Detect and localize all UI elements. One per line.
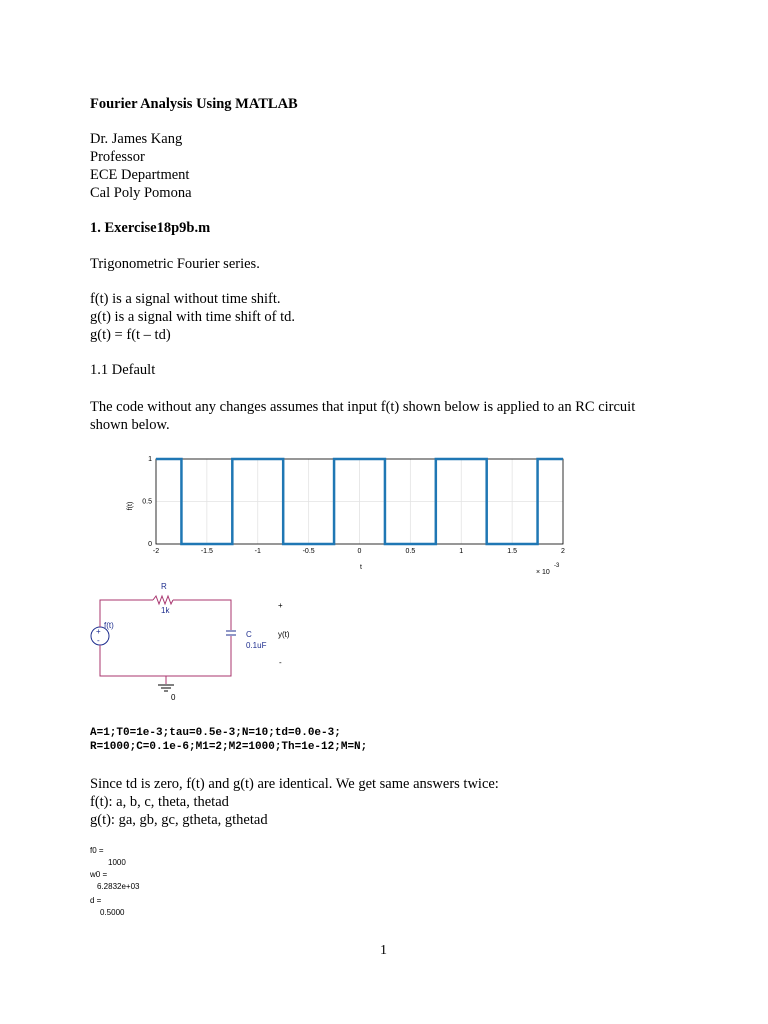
source-minus-sign: -	[97, 636, 100, 645]
x-tick-label: -1	[254, 548, 261, 555]
code-line-1: A=1;T0=1e-3;tau=0.5e-3;N=10;td=0.0e-3;	[90, 727, 341, 739]
x-multiplier-exponent: -3	[554, 563, 560, 569]
resistor-label: R	[161, 582, 167, 591]
output-minus-sign: -	[279, 658, 282, 667]
output-plus-sign: +	[278, 601, 283, 610]
y-tick-label: 1	[148, 456, 152, 463]
source-plus-sign: +	[96, 627, 101, 636]
paragraph-1-line-2: shown below.	[90, 417, 170, 433]
ground-node-label: 0	[171, 693, 176, 702]
output-d-value: 0.5000	[100, 908, 125, 917]
y-tick-label: 0.5	[142, 498, 152, 506]
output-label: y(t)	[278, 630, 290, 639]
x-tick-label: 0.5	[405, 548, 416, 555]
output-f0-label: f0 =	[90, 846, 104, 855]
wire-top-left	[100, 600, 153, 620]
x-tick-label: -2	[152, 548, 160, 555]
subsection-heading: 1.1 Default	[90, 362, 156, 378]
doc-title: Fourier Analysis Using MATLAB	[90, 96, 298, 112]
x-tick-label: 2	[561, 548, 565, 555]
x-tick-label: 1.5	[507, 548, 517, 555]
square-wave-chart	[127, 456, 565, 576]
author-name: Dr. James Kang	[90, 131, 183, 147]
output-w0-value: 6.2832e+03	[97, 882, 140, 891]
intro-text: Trigonometric Fourier series.	[90, 256, 260, 272]
x-tick-label: -0.5	[302, 548, 315, 555]
x-tick-label: 1	[459, 548, 464, 555]
code-line-2: R=1000;C=0.1e-6;M1=2;M2=1000;Th=1e-12;M=N;	[90, 741, 368, 753]
x-axis-label: t	[360, 564, 362, 571]
resistor-value: 1k	[161, 606, 170, 615]
author-department: ECE Department	[90, 167, 190, 183]
x-tick-label: 0	[357, 548, 362, 555]
wire-top-right	[173, 600, 231, 630]
output-d-label: d =	[90, 896, 102, 905]
output-w0-label: w0 =	[90, 870, 108, 879]
paragraph-2-line-1: Since td is zero, f(t) and g(t) are identical. We get same answers twice:	[90, 776, 499, 792]
page-number: 1	[380, 943, 387, 958]
section-heading: 1. Exercise18p9b.m	[90, 220, 211, 236]
g-equation: g(t) = f(t – td)	[90, 327, 171, 343]
x-multiplier-label: × 10	[536, 569, 550, 576]
x-tick-label: -1.5	[200, 548, 213, 555]
capacitor-value: 0.1uF	[246, 641, 267, 650]
g-definition: g(t) is a signal with time shift of td.	[90, 309, 295, 325]
resistor-symbol	[153, 596, 173, 604]
source-label: f(t)	[104, 621, 114, 630]
f-definition: f(t) is a signal without time shift.	[90, 291, 281, 307]
output-f0-value: 1000	[108, 858, 126, 867]
paragraph-1-line-1: The code without any changes assumes that input f(t) shown below is applied to an RC circuit	[90, 399, 636, 415]
capacitor-label: C	[246, 630, 252, 639]
y-axis-label: f(t)	[127, 501, 134, 511]
paragraph-2-line-2: f(t): a, b, c, theta, thetad	[90, 794, 229, 810]
author-position: Professor	[90, 149, 145, 165]
paragraph-2-line-3: g(t): ga, gb, gc, gtheta, gthetad	[90, 812, 268, 828]
wire-bottom	[100, 636, 231, 676]
y-tick-label: 0	[148, 541, 152, 548]
author-school: Cal Poly Pomona	[90, 185, 192, 201]
rc-circuit	[91, 582, 290, 702]
